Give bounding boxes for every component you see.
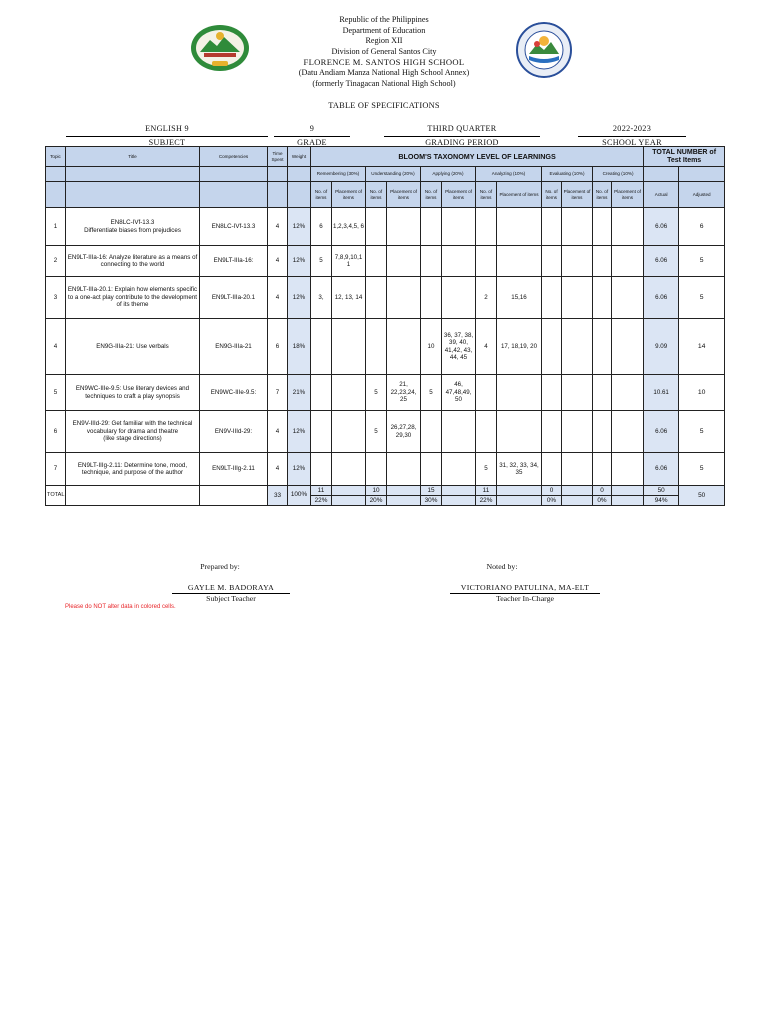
understanding-count bbox=[366, 453, 387, 486]
total-adjusted: 5 bbox=[679, 411, 725, 453]
applying-count bbox=[421, 208, 442, 246]
total-analyzing-count: 11 bbox=[476, 486, 497, 496]
header-placement: Placement of items bbox=[442, 182, 476, 208]
remembering-placement bbox=[332, 375, 366, 411]
understanding-count bbox=[366, 319, 387, 375]
understanding-count bbox=[366, 208, 387, 246]
row-weight: 12% bbox=[288, 411, 311, 453]
header-department: Department of Education bbox=[342, 25, 426, 35]
specifications-table bbox=[45, 146, 725, 506]
total-actual: 10.61 bbox=[644, 375, 679, 411]
remembering-count bbox=[311, 411, 332, 453]
evaluating-count bbox=[542, 319, 562, 375]
total-actual: 6.06 bbox=[644, 208, 679, 246]
total-actual: 6.06 bbox=[644, 277, 679, 319]
header-no-items: No. of items bbox=[593, 182, 612, 208]
actual-percent: 94% bbox=[644, 496, 679, 506]
evaluating-count bbox=[542, 453, 562, 486]
prepared-by-name-text: GAYLE M. BADORAYA bbox=[172, 583, 290, 594]
grand-total-actual: 50 bbox=[644, 486, 679, 496]
row-title: EN9LT-IIIa-16: Analyze literature as a means of connecting to the world bbox=[66, 246, 200, 277]
header-school: FLORENCE M. SANTOS HIGH SCHOOL bbox=[303, 57, 465, 68]
header-no-items: No. of items bbox=[366, 182, 387, 208]
header-weight: Weight bbox=[288, 147, 311, 167]
noted-by-role: Teacher In-Charge bbox=[496, 594, 554, 603]
header-actual: Actual bbox=[644, 182, 679, 208]
row-weight: 18% bbox=[288, 319, 311, 375]
total-adjusted: 10 bbox=[679, 375, 725, 411]
analyzing-placement bbox=[497, 246, 542, 277]
prepared-by-label: Prepared by: bbox=[200, 562, 240, 571]
evaluating-placement bbox=[562, 319, 593, 375]
row-weight: 12% bbox=[288, 277, 311, 319]
evaluating-placement bbox=[562, 375, 593, 411]
understanding-placement bbox=[387, 319, 421, 375]
header-no-items: No. of items bbox=[542, 182, 562, 208]
table-row bbox=[46, 375, 725, 411]
analyzing-count bbox=[476, 208, 497, 246]
row-competency: EN9G-IIIa-21 bbox=[200, 319, 268, 375]
noted-by-label: Noted by: bbox=[486, 562, 518, 571]
level-remembering: Remembering (30%) bbox=[311, 167, 366, 182]
creating-count bbox=[593, 319, 612, 375]
row-title: EN9V-IIId-29: Get familiar with the technical vocabulary for drama and theatre (like stage directions) bbox=[66, 411, 200, 453]
applying-placement bbox=[442, 246, 476, 277]
understanding-percent: 20% bbox=[366, 496, 387, 506]
header-placement: Placement of items bbox=[612, 182, 644, 208]
creating-placement bbox=[612, 246, 644, 277]
evaluating-percent: 0% bbox=[542, 496, 562, 506]
table-row bbox=[46, 411, 725, 453]
header-no-items: No. of items bbox=[476, 182, 497, 208]
evaluating-count bbox=[542, 411, 562, 453]
prepared-by-role: Subject Teacher bbox=[206, 594, 256, 603]
level-analyzing: Analyzing (10%) bbox=[476, 167, 542, 182]
evaluating-placement bbox=[562, 411, 593, 453]
total-row bbox=[46, 486, 725, 496]
grade-value: 9 bbox=[309, 124, 315, 133]
row-time: 4 bbox=[268, 277, 288, 319]
total-weight: 100% bbox=[288, 486, 311, 506]
analyzing-count: 5 bbox=[476, 453, 497, 486]
row-competency: EN9LT-IIIa-16: bbox=[200, 246, 268, 277]
remembering-count: 3, bbox=[311, 277, 332, 319]
analyzing-placement: 15,16 bbox=[497, 277, 542, 319]
creating-count bbox=[593, 277, 612, 319]
table-row bbox=[46, 453, 725, 486]
evaluating-placement bbox=[562, 246, 593, 277]
row-time: 4 bbox=[268, 411, 288, 453]
understanding-placement bbox=[387, 453, 421, 486]
row-title: EN9LT-IIIg-2.11: Determine tone, mood, technique, and purpose of the author bbox=[66, 453, 200, 486]
header-republic: Republic of the Philippines bbox=[339, 15, 429, 24]
row-title: EN9G-IIIa-21: Use verbals bbox=[66, 319, 200, 375]
row-time: 4 bbox=[268, 246, 288, 277]
remembering-count bbox=[311, 319, 332, 375]
understanding-count: 5 bbox=[366, 375, 387, 411]
header-blooms: BLOOM'S TAXONOMY LEVEL OF LEARNINGS bbox=[311, 147, 644, 167]
remembering-placement: 12, 13, 14 bbox=[332, 277, 366, 319]
creating-count bbox=[593, 375, 612, 411]
grading-period-label: GRADING PERIOD bbox=[384, 136, 540, 147]
applying-placement: 36, 37, 38, 39, 40, 41,42, 43, 44, 45 bbox=[442, 319, 476, 375]
remembering-placement: 1,2,3,4,5, 6 bbox=[332, 208, 366, 246]
applying-placement: 46, 47,48,49, 50 bbox=[442, 375, 476, 411]
analyzing-count bbox=[476, 246, 497, 277]
header-division: Division of General Santos City bbox=[331, 46, 437, 56]
creating-count bbox=[593, 208, 612, 246]
row-topic: 6 bbox=[46, 411, 66, 453]
total-remembering-count: 11 bbox=[311, 486, 332, 496]
analyzing-placement: 31, 32, 33, 34, 35 bbox=[497, 453, 542, 486]
level-evaluating: Evaluating (10%) bbox=[542, 167, 593, 182]
creating-placement bbox=[612, 375, 644, 411]
row-time: 6 bbox=[268, 319, 288, 375]
header-no-items: No. of items bbox=[421, 182, 442, 208]
colored-cells-note: Please do NOT alter data in colored cells. bbox=[65, 604, 176, 610]
table-row bbox=[46, 277, 725, 319]
table-row bbox=[46, 319, 725, 375]
creating-count bbox=[593, 453, 612, 486]
evaluating-count bbox=[542, 375, 562, 411]
row-time: 7 bbox=[268, 375, 288, 411]
remembering-placement bbox=[332, 319, 366, 375]
applying-count bbox=[421, 453, 442, 486]
total-actual: 6.06 bbox=[644, 411, 679, 453]
analyzing-placement bbox=[497, 375, 542, 411]
total-adjusted: 6 bbox=[679, 208, 725, 246]
header-title: Title bbox=[66, 147, 200, 167]
total-adjusted: 14 bbox=[679, 319, 725, 375]
row-topic: 1 bbox=[46, 208, 66, 246]
header-annex: (Datu Andiam Manza National High School Annex) bbox=[298, 67, 470, 77]
level-understanding: Understanding (20%) bbox=[366, 167, 421, 182]
school-year-value: 2022-2023 bbox=[612, 124, 652, 133]
remembering-count: 5 bbox=[311, 246, 332, 277]
total-actual: 9.09 bbox=[644, 319, 679, 375]
row-time: 4 bbox=[268, 208, 288, 246]
row-title: EN8LC-IVf-13.3 Differentiate biases from prejudices bbox=[66, 208, 200, 246]
total-adjusted: 5 bbox=[679, 277, 725, 319]
row-topic: 7 bbox=[46, 453, 66, 486]
analyzing-count bbox=[476, 411, 497, 453]
total-label: TOTAL bbox=[46, 486, 66, 506]
total-adjusted: 5 bbox=[679, 246, 725, 277]
row-topic: 4 bbox=[46, 319, 66, 375]
table-row bbox=[46, 246, 725, 277]
total-creating-count: 0 bbox=[593, 486, 612, 496]
row-time: 4 bbox=[268, 453, 288, 486]
understanding-count bbox=[366, 277, 387, 319]
creating-count bbox=[593, 246, 612, 277]
analyzing-count: 2 bbox=[476, 277, 497, 319]
table-row bbox=[46, 208, 725, 246]
applying-placement bbox=[442, 208, 476, 246]
header-topic: Topic bbox=[46, 147, 66, 167]
row-competency: EN9LT-IIIg-2.11 bbox=[200, 453, 268, 486]
row-competency: EN8LC-IVf-13.3 bbox=[200, 208, 268, 246]
header-region: Region XII bbox=[365, 36, 403, 46]
noted-by-name-text: VICTORIANO PATULINA, MA-ELT bbox=[450, 583, 600, 594]
total-time: 33 bbox=[268, 486, 288, 506]
evaluating-count bbox=[542, 208, 562, 246]
row-topic: 5 bbox=[46, 375, 66, 411]
subject-value: ENGLISH 9 bbox=[145, 124, 189, 133]
document-header bbox=[0, 15, 768, 89]
creating-placement bbox=[612, 453, 644, 486]
understanding-placement bbox=[387, 208, 421, 246]
understanding-placement: 21, 22,23,24, 25 bbox=[387, 375, 421, 411]
analyzing-count: 4 bbox=[476, 319, 497, 375]
row-title: EN9LT-IIIa-20.1: Explain how elements specific to a one-act play contribute to the development of its theme bbox=[66, 277, 200, 319]
prepared-by-name bbox=[172, 583, 290, 603]
row-competency: EN9WC-IIIe-9.5: bbox=[200, 375, 268, 411]
understanding-placement bbox=[387, 277, 421, 319]
subheader-row bbox=[46, 182, 725, 208]
total-actual: 6.06 bbox=[644, 246, 679, 277]
applying-count bbox=[421, 411, 442, 453]
creating-count bbox=[593, 411, 612, 453]
header-placement: Placement of items bbox=[497, 182, 542, 208]
level-applying: Applying (20%) bbox=[421, 167, 476, 182]
remembering-count: 6 bbox=[311, 208, 332, 246]
grand-total-adjusted: 50 bbox=[679, 486, 725, 506]
row-weight: 12% bbox=[288, 208, 311, 246]
evaluating-count bbox=[542, 246, 562, 277]
creating-placement bbox=[612, 411, 644, 453]
school-year-label: SCHOOL YEAR bbox=[578, 136, 686, 147]
applying-count: 5 bbox=[421, 375, 442, 411]
header-no-items: No. of items bbox=[311, 182, 332, 208]
analyzing-placement: 17, 18,19, 20 bbox=[497, 319, 542, 375]
remembering-placement bbox=[332, 453, 366, 486]
header-total-items: TOTAL NUMBER of Test Items bbox=[644, 147, 725, 167]
evaluating-placement bbox=[562, 277, 593, 319]
understanding-placement: 26,27,28, 29,30 bbox=[387, 411, 421, 453]
row-weight: 12% bbox=[288, 453, 311, 486]
evaluating-placement bbox=[562, 208, 593, 246]
document-title: TABLE OF SPECIFICATIONS bbox=[328, 101, 440, 110]
header-placement: Placement of items bbox=[387, 182, 421, 208]
analyzing-placement bbox=[497, 411, 542, 453]
applying-placement bbox=[442, 411, 476, 453]
row-topic: 2 bbox=[46, 246, 66, 277]
understanding-count: 5 bbox=[366, 411, 387, 453]
header-competencies: Competencies bbox=[200, 147, 268, 167]
creating-placement bbox=[612, 277, 644, 319]
row-competency: EN9LT-IIIa-20.1 bbox=[200, 277, 268, 319]
total-evaluating-count: 0 bbox=[542, 486, 562, 496]
total-actual: 6.06 bbox=[644, 453, 679, 486]
creating-percent: 0% bbox=[593, 496, 612, 506]
applying-placement bbox=[442, 277, 476, 319]
total-understanding-count: 10 bbox=[366, 486, 387, 496]
header-placement: Placement of items bbox=[562, 182, 593, 208]
subject-label: SUBJECT bbox=[66, 136, 268, 147]
header-adjusted: Adjusted bbox=[679, 182, 725, 208]
noted-by-name bbox=[450, 583, 600, 603]
applying-count: 10 bbox=[421, 319, 442, 375]
analyzing-count bbox=[476, 375, 497, 411]
evaluating-placement bbox=[562, 453, 593, 486]
row-title: EN9WC-IIIe-9.5: Use literary devices and techniques to craft a play synopsis bbox=[66, 375, 200, 411]
row-weight: 21% bbox=[288, 375, 311, 411]
remembering-count bbox=[311, 453, 332, 486]
remembering-placement: 7,8,9,10,1 1 bbox=[332, 246, 366, 277]
applying-count bbox=[421, 277, 442, 319]
remembering-percent: 22% bbox=[311, 496, 332, 506]
grading-period-value: THIRD QUARTER bbox=[427, 124, 497, 133]
level-creating: Creating (10%) bbox=[593, 167, 644, 182]
understanding-placement bbox=[387, 246, 421, 277]
applying-count bbox=[421, 246, 442, 277]
creating-placement bbox=[612, 208, 644, 246]
row-topic: 3 bbox=[46, 277, 66, 319]
applying-placement bbox=[442, 453, 476, 486]
header-time-spent: Time Spent bbox=[268, 147, 288, 167]
analyzing-placement bbox=[497, 208, 542, 246]
row-competency: EN9V-IIId-29: bbox=[200, 411, 268, 453]
total-applying-count: 15 bbox=[421, 486, 442, 496]
remembering-count bbox=[311, 375, 332, 411]
header-placement: Placement of items bbox=[332, 182, 366, 208]
row-weight: 12% bbox=[288, 246, 311, 277]
evaluating-count bbox=[542, 277, 562, 319]
applying-percent: 30% bbox=[421, 496, 442, 506]
total-adjusted: 5 bbox=[679, 453, 725, 486]
understanding-count bbox=[366, 246, 387, 277]
grade-label: GRADE bbox=[274, 136, 350, 147]
creating-placement bbox=[612, 319, 644, 375]
analyzing-percent: 22% bbox=[476, 496, 497, 506]
remembering-placement bbox=[332, 411, 366, 453]
header-formerly: (formerly Tinagacan National High School) bbox=[312, 78, 456, 88]
